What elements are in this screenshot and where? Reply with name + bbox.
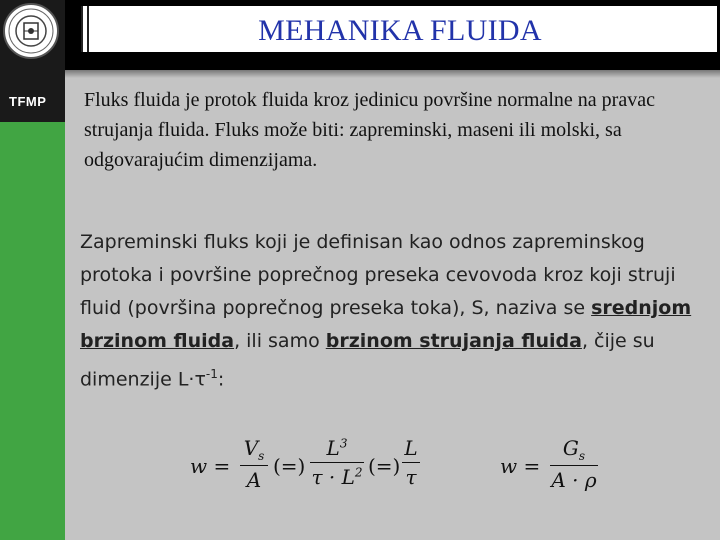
university-seal-icon bbox=[3, 3, 59, 59]
formula1-numerator: $V_s$ bbox=[240, 436, 268, 466]
main-text-1: Zapreminski fluks koji je definisan kao odnos zapreminskog protoka i površine poprečnog preseka cevovoda kroz koji struji fluid (površina poprečnog preseka toka), S, naziva se bbox=[80, 231, 676, 319]
formula1-denominator: A bbox=[246, 468, 262, 492]
sidebar-logo-area bbox=[0, 0, 65, 122]
formula2-numerator: $G_s$ bbox=[550, 436, 598, 466]
brand-label: TFMP bbox=[9, 94, 47, 109]
formula1-lhs: w = bbox=[190, 454, 231, 478]
main-paragraph bbox=[80, 226, 710, 396]
emphasis-flow-velocity: brzinom strujanja fluida bbox=[325, 330, 582, 352]
formula2-fraction bbox=[550, 436, 598, 492]
formula2-denominator: A · ρ bbox=[551, 468, 597, 492]
title-box bbox=[81, 6, 717, 52]
header-shadow bbox=[65, 70, 720, 78]
formula1-right-fraction bbox=[402, 436, 420, 489]
main-text-3: , čije su dimenzije L·τ bbox=[80, 330, 655, 391]
formula1-right-denominator: τ bbox=[405, 465, 417, 489]
formula2-lhs: w = bbox=[500, 454, 541, 478]
header-bar bbox=[65, 0, 720, 70]
formula1-mid-denominator: $\tau \cdot L^2$ bbox=[311, 465, 363, 489]
main-colon: : bbox=[217, 368, 225, 391]
formula1-mid-numerator: $L^3$ bbox=[310, 436, 364, 463]
page-title: MEHANIKA FLUIDA bbox=[258, 14, 542, 47]
dimension-exponent: -1 bbox=[205, 367, 218, 381]
formula1-dim-equals-1: (=) bbox=[273, 454, 306, 478]
emphasis-mean-velocity: srednjom brzinom fluida bbox=[80, 297, 692, 352]
formula1-right-numerator: L bbox=[402, 436, 420, 463]
formula1-mid-fraction bbox=[310, 436, 364, 489]
formula1-dim-equals-2: (=) bbox=[368, 454, 401, 478]
intro-paragraph: Fluks fluida je protok fluida kroz jedinicu površine normalne na pravac strujanja fluida. Fluks može biti: zapreminski, maseni ili molski, sa odgovarajućim dimenzijama. bbox=[84, 89, 655, 171]
main-text-2: , ili samo bbox=[234, 330, 326, 352]
formula1-fraction bbox=[240, 436, 268, 492]
